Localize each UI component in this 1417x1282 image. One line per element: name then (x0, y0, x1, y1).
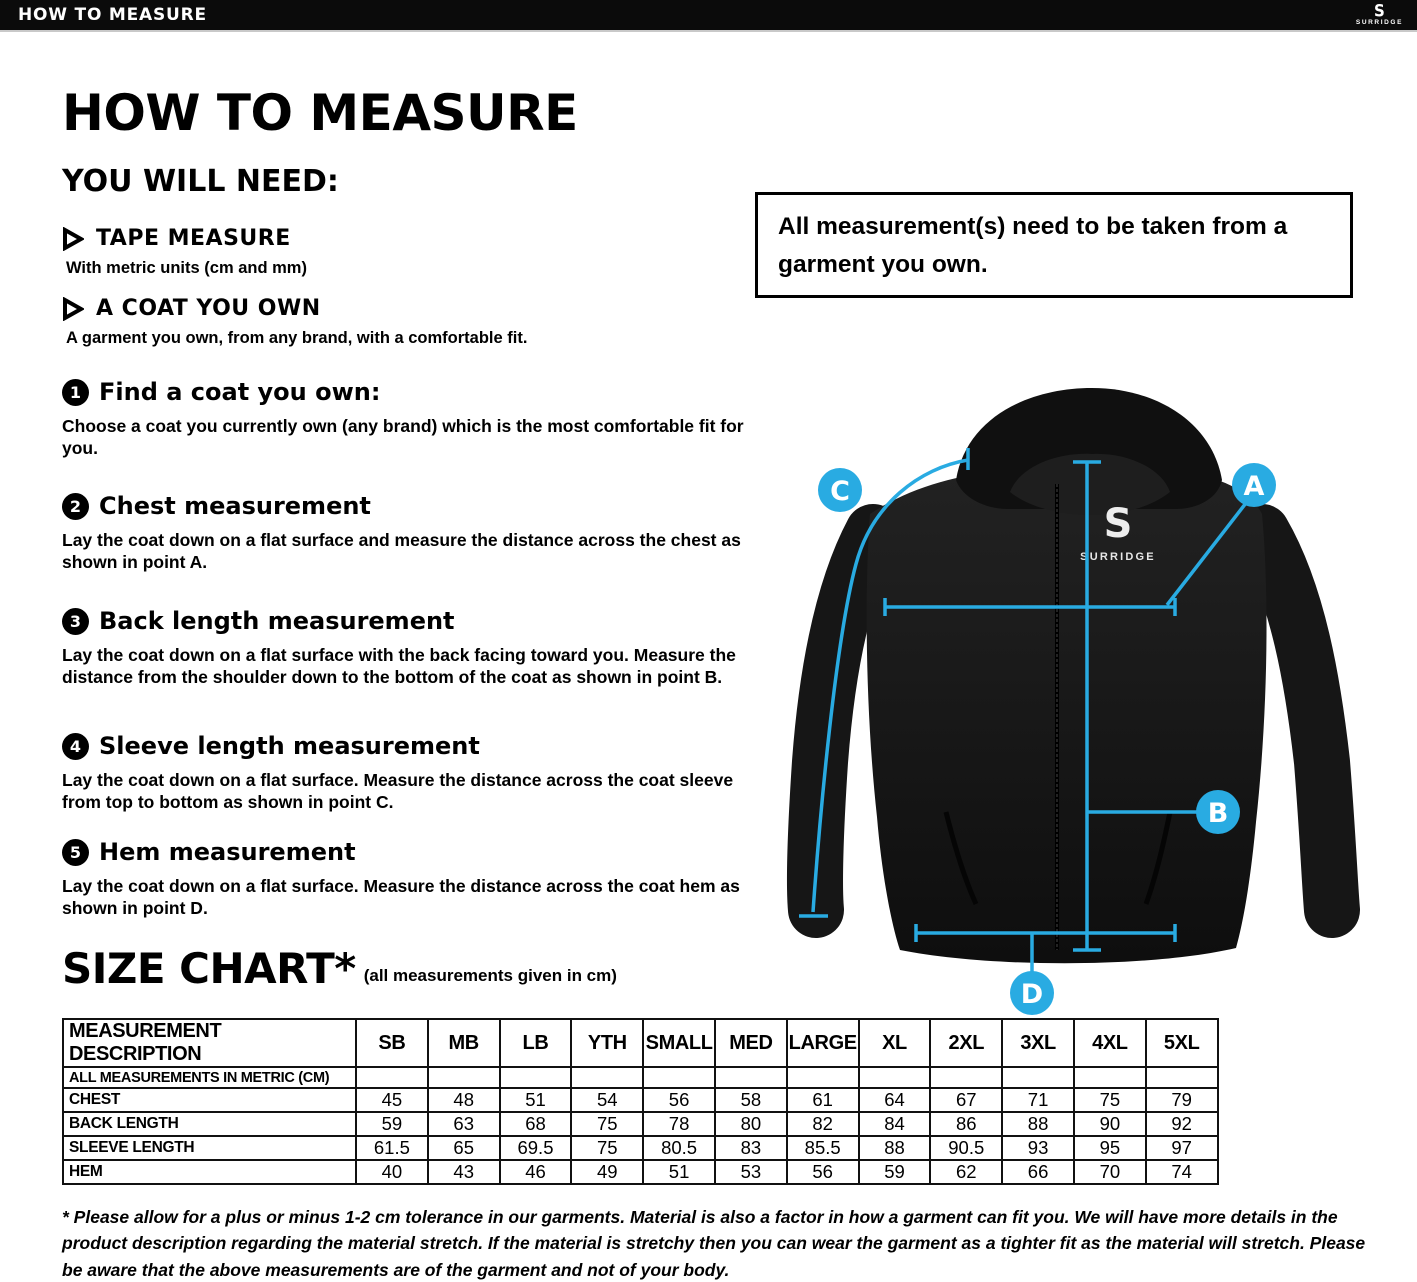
value-cell: 56 (643, 1088, 715, 1112)
empty-cell (715, 1067, 787, 1088)
value-cell: 45 (356, 1088, 428, 1112)
value-cell: 75 (571, 1136, 643, 1160)
step-number-badge: 5 (62, 839, 89, 866)
marker-d-label: D (1020, 979, 1044, 1010)
surridge-logo-icon (1355, 0, 1417, 27)
size-chart-title: SIZE CHART* (62, 944, 356, 993)
empty-cell (1002, 1067, 1074, 1088)
column-header: MEASUREMENT DESCRIPTION (63, 1019, 356, 1067)
column-header: LARGE (787, 1019, 859, 1067)
value-cell: 88 (1002, 1112, 1074, 1136)
empty-cell (930, 1067, 1002, 1088)
size-chart-table (62, 1018, 1219, 1185)
step-number-badge: 3 (62, 608, 89, 635)
row-label: SLEEVE LENGTH (63, 1136, 356, 1160)
need-item-2 (62, 296, 752, 348)
empty-cell (1074, 1067, 1146, 1088)
value-cell: 75 (1074, 1088, 1146, 1112)
step-1 (62, 378, 754, 460)
value-cell: 83 (715, 1136, 787, 1160)
metric-note-cell: ALL MEASUREMENTS IN METRIC (CM) (63, 1067, 356, 1088)
jacket-left-sleeve (815, 532, 873, 910)
step-2 (62, 492, 754, 574)
step-number-badge: 1 (62, 379, 89, 406)
step-4 (62, 732, 754, 814)
empty-cell (428, 1067, 500, 1088)
step-title: Find a coat you own: (99, 378, 381, 406)
row-label: BACK LENGTH (63, 1112, 356, 1136)
step-title: Hem measurement (99, 838, 356, 866)
value-cell: 63 (428, 1112, 500, 1136)
value-cell: 54 (571, 1088, 643, 1112)
step-body: Lay the coat down on a flat surface. Measure the distance across the coat hem as shown in point D. (62, 876, 740, 919)
need-item-label: A COAT YOU OWN (96, 296, 321, 321)
value-cell: 68 (500, 1112, 572, 1136)
surridge-s-icon: S (1374, 0, 1385, 22)
jacket-diagram (770, 382, 1415, 1018)
column-header: MB (428, 1019, 500, 1067)
table-header-row (63, 1019, 1218, 1067)
size-chart-heading (62, 944, 617, 993)
need-item-description: With metric units (cm and mm) (66, 259, 307, 277)
value-cell: 53 (715, 1160, 787, 1184)
empty-cell (500, 1067, 572, 1088)
empty-cell (571, 1067, 643, 1088)
step-title: Back length measurement (99, 607, 455, 635)
column-header: 5XL (1146, 1019, 1218, 1067)
step-body: Lay the coat down on a flat surface. Measure the distance across the coat sleeve from top to bottom as shown in point C. (62, 770, 734, 813)
value-cell: 51 (500, 1088, 572, 1112)
value-cell: 59 (859, 1160, 931, 1184)
metric-note-row (63, 1067, 1218, 1088)
value-cell: 95 (1074, 1136, 1146, 1160)
value-cell: 70 (1074, 1160, 1146, 1184)
step-3 (62, 607, 754, 689)
value-cell: 69.5 (500, 1136, 572, 1160)
top-bar (0, 0, 1417, 32)
need-item-label: TAPE MEASURE (96, 226, 291, 251)
value-cell: 90 (1074, 1112, 1146, 1136)
page-title: HOW TO MEASURE (62, 84, 578, 142)
value-cell: 49 (571, 1160, 643, 1184)
value-cell: 61 (787, 1088, 859, 1112)
value-cell: 85.5 (787, 1136, 859, 1160)
tolerance-footnote: * Please allow for a plus or minus 1-2 cm tolerance in our garments. Material is also a factor in how a garment can fit you. We will have more details in the product description regarding the material stretch. If the material is stretchy then you can wear the garment as a tighter fit as the material will stretch. Please be aware that the above measurements are of the garment and not of your body. (62, 1207, 1366, 1280)
need-item-1 (62, 226, 752, 278)
value-cell: 43 (428, 1160, 500, 1184)
step-number-badge: 2 (62, 493, 89, 520)
marker-b-label: B (1207, 798, 1229, 829)
value-cell: 62 (930, 1160, 1002, 1184)
value-cell: 56 (787, 1160, 859, 1184)
value-cell: 64 (859, 1088, 931, 1112)
step-body: Choose a coat you currently own (any brand) which is the most comfortable fit for you. (62, 416, 744, 459)
value-cell: 78 (643, 1112, 715, 1136)
value-cell: 80 (715, 1112, 787, 1136)
table-row (63, 1088, 1218, 1112)
value-cell: 90.5 (930, 1136, 1002, 1160)
column-header: XL (859, 1019, 931, 1067)
surridge-wordmark: SURRIDGE (1355, 18, 1403, 26)
value-cell: 74 (1146, 1160, 1218, 1184)
column-header: 2XL (930, 1019, 1002, 1067)
empty-cell (643, 1067, 715, 1088)
empty-cell (787, 1067, 859, 1088)
triangle-bullet-icon (62, 297, 84, 321)
value-cell: 67 (930, 1088, 1002, 1112)
table-row (63, 1160, 1218, 1184)
row-label: CHEST (63, 1088, 356, 1112)
value-cell: 58 (715, 1088, 787, 1112)
value-cell: 97 (1146, 1136, 1218, 1160)
table-row (63, 1136, 1218, 1160)
column-header: 4XL (1074, 1019, 1146, 1067)
note-box (755, 192, 1353, 298)
empty-cell (356, 1067, 428, 1088)
column-header: 3XL (1002, 1019, 1074, 1067)
triangle-bullet-icon (62, 227, 84, 251)
marker-c-label: C (830, 476, 850, 507)
value-cell: 66 (1002, 1160, 1074, 1184)
empty-cell (859, 1067, 931, 1088)
value-cell: 75 (571, 1112, 643, 1136)
value-cell: 93 (1002, 1136, 1074, 1160)
value-cell: 80.5 (643, 1136, 715, 1160)
you-will-need-heading: YOU WILL NEED: (62, 164, 339, 199)
size-chart-subtitle: (all measurements given in cm) (363, 966, 617, 985)
step-title: Chest measurement (99, 492, 371, 520)
value-cell: 79 (1146, 1088, 1218, 1112)
value-cell: 51 (643, 1160, 715, 1184)
step-body: Lay the coat down on a flat surface and measure the distance across the chest as shown in point A. (62, 530, 741, 573)
value-cell: 71 (1002, 1088, 1074, 1112)
column-header: SMALL (643, 1019, 715, 1067)
jacket-body (867, 470, 1267, 963)
jacket-right-sleeve (1262, 532, 1332, 910)
column-header: SB (356, 1019, 428, 1067)
value-cell: 48 (428, 1088, 500, 1112)
step-title: Sleeve length measurement (99, 732, 480, 760)
value-cell: 86 (930, 1112, 1002, 1136)
value-cell: 40 (356, 1160, 428, 1184)
chest-logo-s-icon: S (1103, 501, 1133, 547)
marker-a-label: A (1243, 471, 1265, 502)
table-row (63, 1112, 1218, 1136)
empty-cell (1146, 1067, 1218, 1088)
row-label: HEM (63, 1160, 356, 1184)
value-cell: 88 (859, 1136, 931, 1160)
value-cell: 46 (500, 1160, 572, 1184)
need-item-description: A garment you own, from any brand, with a comfortable fit. (66, 329, 528, 347)
chest-logo-wordmark: SURRIDGE (1080, 551, 1156, 563)
step-number-badge: 4 (62, 733, 89, 760)
value-cell: 59 (356, 1112, 428, 1136)
step-5 (62, 838, 754, 920)
value-cell: 61.5 (356, 1136, 428, 1160)
column-header: MED (715, 1019, 787, 1067)
step-body: Lay the coat down on a flat surface with the back facing toward you. Measure the distance from the shoulder down to the bottom of the coat as shown in point B. (62, 645, 736, 688)
value-cell: 84 (859, 1112, 931, 1136)
topbar-title: HOW TO MEASURE (18, 5, 207, 25)
column-header: YTH (571, 1019, 643, 1067)
note-text: All measurement(s) need to be taken from a garment you own. (778, 213, 1288, 278)
value-cell: 92 (1146, 1112, 1218, 1136)
value-cell: 82 (787, 1112, 859, 1136)
column-header: LB (500, 1019, 572, 1067)
value-cell: 65 (428, 1136, 500, 1160)
